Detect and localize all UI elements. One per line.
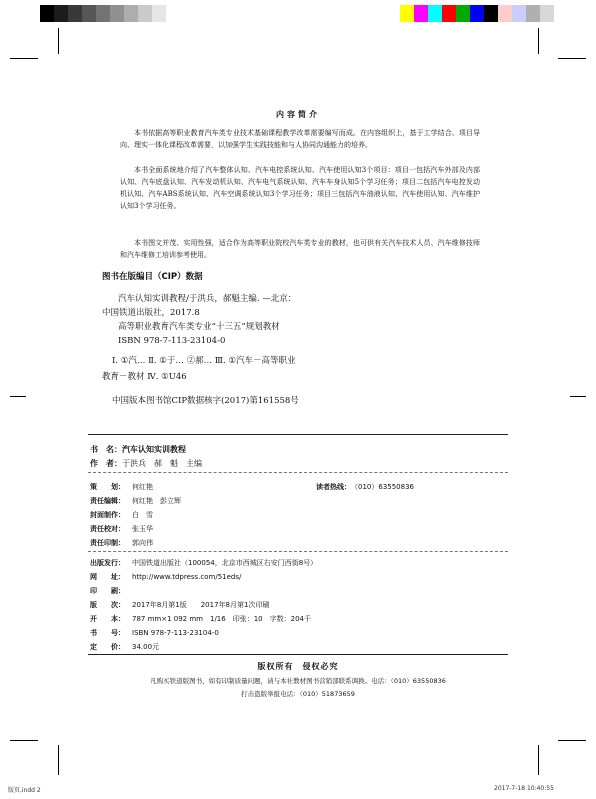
- crop-mark-bottom-right-h: [558, 740, 586, 741]
- color-swatch: [526, 5, 540, 22]
- cip-line-1: 汽车认知实训教程/于洪兵，郝魁主编. —北京：: [118, 294, 297, 304]
- color-swatch: [414, 5, 428, 22]
- summary-title: 内容简介: [276, 109, 320, 119]
- divider-bottom: [88, 654, 508, 655]
- crop-mark-bottom-left-h: [10, 740, 38, 741]
- publisher-row: [90, 558, 317, 568]
- hotline-label: 读者热线：: [316, 483, 351, 491]
- color-swatch: [456, 5, 470, 22]
- hotline-value: （010）63550836: [351, 483, 414, 491]
- url-row: [90, 572, 241, 582]
- footer-timestamp: 2017-7-18 10:40:55: [494, 785, 554, 792]
- cip-line-2: 中国铁道出版社，2017.8: [102, 308, 200, 318]
- printer-label: 印 刷：: [90, 587, 125, 595]
- publisher-value: 中国铁道出版社（100054，北京市西城区右安门西街8号）: [132, 559, 318, 567]
- edition-label: 版 次：: [90, 601, 125, 609]
- editor-row: [90, 496, 181, 506]
- publisher-label: 出版发行：: [90, 559, 125, 567]
- gray-swatch: [138, 5, 152, 22]
- color-swatch: [484, 5, 498, 22]
- proof-value: 张玉华: [132, 525, 153, 533]
- isbn-value: ISBN 978-7-113-23104-0: [132, 629, 219, 637]
- gray-swatch: [110, 5, 124, 22]
- footer-filename: 版页.indd 2: [8, 787, 41, 794]
- cip-line-3: 高等职业教育汽车类专业“十三五”规划教材: [118, 322, 280, 332]
- url-label: 网 址：: [90, 573, 125, 581]
- book-title-label: 书 名：: [90, 445, 122, 454]
- color-swatch: [428, 5, 442, 22]
- gray-swatch: [40, 5, 54, 22]
- print-manager-row: [90, 538, 153, 548]
- cover-value: 白 雪: [132, 511, 153, 519]
- gray-swatch: [152, 5, 166, 22]
- color-swatch: [498, 5, 512, 22]
- planner-value: 何红艳: [132, 483, 153, 491]
- format-row: [90, 614, 311, 624]
- proof-row: [90, 524, 153, 534]
- cip-line-4: ISBN 978-7-113-23104-0: [118, 336, 226, 346]
- cover-label: 封面制作：: [90, 511, 125, 519]
- proof-label: 责任校对：: [90, 525, 125, 533]
- cip-line-7: 中国版本图书馆CIP数据核字(2017)第161558号: [112, 396, 299, 406]
- cover-row: [90, 510, 153, 520]
- edition-row: [90, 600, 269, 610]
- isbn-row: [90, 628, 219, 638]
- book-author-label: 作 者：: [90, 459, 122, 468]
- price-label: 定 价：: [90, 643, 125, 651]
- summary-paragraph-3: 本书图文并茂、实用性强，适合作为高等职业院校汽车类专业的教材，也可供有关汽车技术人员、汽车维修技师和汽车维修工培训参考使用。: [120, 239, 480, 259]
- crop-mark-top-left-v: [58, 28, 59, 54]
- crop-mark-bottom-left-v: [58, 745, 59, 775]
- planner-row: [90, 482, 153, 492]
- summary-paragraph-2: 本书全面系统地介绍了汽车整体认知、汽车电控系统认知、汽车使用认知3个项目：项目一包括汽车外部及内部认知、汽车底盘认知、汽车发动机认知、汽车电气系统认知、汽车车身认知5个学习任务；项目二包括汽车电控发动机认知、汽车ABS系统认知、汽车空调系统认知3个学习任务；项目三包括汽车油液认知、汽车使用认知、汽车维护认知3个学习任务。: [120, 166, 480, 210]
- cmyk-color-bar: [400, 5, 568, 22]
- editor-label: 责任编辑：: [90, 497, 125, 505]
- gray-swatch: [54, 5, 68, 22]
- print-manager-label: 责任印制：: [90, 539, 125, 547]
- summary-paragraph-1: 本书依据高等职业教育汽车类专业技术基础课程教学改革需要编写而成。在内容组织上，基于工学结合、项目导向、理实一体化课程改革需要，以加强学生实践技能和与人协同沟通能力的培养。: [120, 129, 480, 149]
- isbn-label: 书 号：: [90, 629, 125, 637]
- divider-top: [88, 434, 508, 435]
- registration-mark-left: [10, 396, 26, 397]
- book-author: 于洪兵 郝 魁 主编: [122, 459, 202, 468]
- format-label: 开 本：: [90, 615, 125, 623]
- gray-swatch: [82, 5, 96, 22]
- price-row: [90, 642, 159, 652]
- color-swatch: [540, 5, 554, 22]
- url-value: http://www.tdpress.com/51eds/: [132, 573, 242, 581]
- gray-swatch: [124, 5, 138, 22]
- registration-mark-right: [570, 396, 586, 397]
- copyright-line-2: 打击盗版举报电话：（010）51873659: [241, 690, 355, 698]
- hotline-row: [316, 482, 414, 492]
- divider-dashed-1: [88, 472, 508, 473]
- crop-mark-top-right-h: [558, 58, 586, 59]
- edition-value: 2017年8月第1版 2017年8月第1次印刷: [132, 601, 270, 609]
- book-author-row: [90, 458, 202, 469]
- book-title: 汽车认知实训教程: [122, 445, 186, 454]
- crop-mark-top-right-v: [538, 28, 539, 54]
- book-title-row: [90, 444, 186, 455]
- price-value: 34.00元: [132, 643, 160, 651]
- color-swatch: [400, 5, 414, 22]
- gray-swatch: [68, 5, 82, 22]
- format-value: 787 mm×1 092 mm 1/16 印张：10 字数：204千: [132, 615, 311, 623]
- copyright-title: 版权所有 侵权必究: [257, 662, 339, 671]
- color-swatch: [554, 5, 568, 22]
- color-swatch: [442, 5, 456, 22]
- cip-heading: 图书在版编目（CIP）数据: [102, 272, 203, 282]
- divider-dashed-2: [88, 551, 508, 552]
- cip-line-5: Ⅰ. ①汽… Ⅱ. ①于… ②郝… Ⅲ. ①汽车－高等职业: [112, 356, 296, 366]
- color-swatch: [512, 5, 526, 22]
- grayscale-color-bar: [40, 5, 180, 22]
- cip-line-6: 教育－教材 Ⅳ. ①U46: [102, 372, 187, 382]
- crop-mark-top-left-h: [10, 58, 38, 59]
- color-swatch: [470, 5, 484, 22]
- planner-label: 策 划：: [90, 483, 125, 491]
- gray-swatch: [96, 5, 110, 22]
- editor-value: 何红艳 彭立辉: [132, 497, 181, 505]
- crop-mark-bottom-right-v: [538, 745, 539, 775]
- printer-row: [90, 586, 132, 596]
- gray-swatch: [166, 5, 180, 22]
- print-manager-value: 郭向伟: [132, 539, 153, 547]
- copyright-line-1: 凡购买铁道版图书，如有印制质量问题，请与本社教材图书营销部联系调换。电话：（010）63550836: [150, 677, 446, 685]
